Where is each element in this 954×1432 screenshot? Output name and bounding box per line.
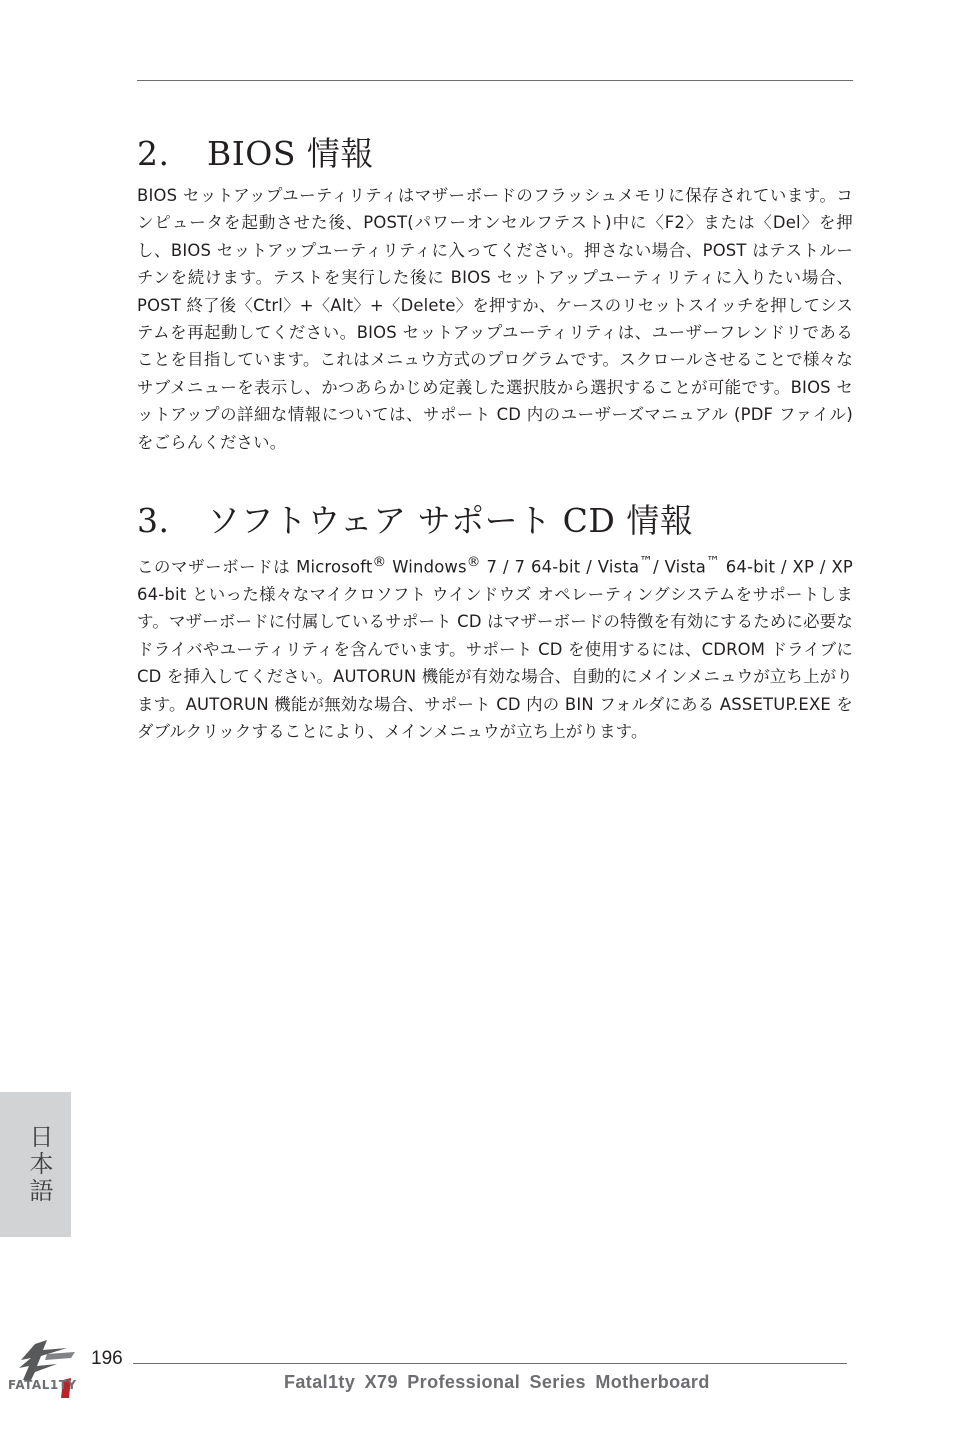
body-text-part: 64-bit / XP / XP 64-bit といった様々なマイクロソフト ウインドウズ オペレーティングシステムをサポートします。マザーボードに付属しているサポート CD はマザーボードの特徴を有効にするために必要なドライバやユーティリティを含んでいます。サポート CD を使用するには、CDROM ドライブに CD を挿入してください。AUTORUN 機能が有効な場合、自動的にメインメニュウが立ち上がります。AUTORUN 機能が無効な場合、サポート CD 内の BIN フォルダにある ASSETUP.EXE をダブルクリックすることにより、メインメニュウが立ち上がります。 <box>137 557 853 741</box>
footer-title: Fatal1ty X79 Professional Series Motherboard <box>284 1372 710 1392</box>
body-text-part: Windows <box>386 557 467 577</box>
section-title: ソフトウェア サポート CD 情報 <box>207 501 694 540</box>
section-number: 3. <box>137 501 170 540</box>
section-body: BIOS セットアップユーティリティはマザーボードのフラッシュメモリに保存されています。コンピュータを起動させた後、POST(パワーオンセルフテスト)中に〈F2〉または〈Del〉を押し、BIOS セットアップユーティリティに入ってください。押さない場合、POST はテストルーチンを続けます。テストを実行した後に BIOS セットアップユーティリティに入りたい場合、POST 終了後〈Ctrl〉+〈Alt〉+〈Delete〉を押すか、ケースのリセットスイッチを押してシステムを再起動してください。BIOS セットアップユーティリティは、ユーザーフレンドリであることを目指しています。これはメニュウ方式のプログラムです。スクロールさせることで様々なサブメニューを表示し、かつあらかじめ定義した選択肢から選択することが可能です。BIOS セットアップの詳細な情報については、サポート CD 内のユーザーズマニュアル (PDF ファイル) をごらんください。 <box>137 186 853 452</box>
trademark-mark: ™ <box>706 554 720 570</box>
section-heading <box>137 134 853 174</box>
section-title: BIOS 情報 <box>207 134 374 173</box>
logo-wordmark: FATAL1TY <box>8 1378 77 1392</box>
registered-mark: ® <box>466 554 481 570</box>
section-support-cd-info <box>137 501 853 745</box>
section-body <box>137 549 853 745</box>
registered-mark: ® <box>372 554 387 570</box>
language-side-tab <box>0 1092 71 1237</box>
page-number: 196 <box>91 1348 123 1369</box>
header-rule <box>137 80 853 81</box>
fatal1ty-logo-icon <box>7 1340 91 1402</box>
language-label: 日本語 <box>25 1124 53 1205</box>
section-bios-info <box>137 134 853 456</box>
section-heading <box>137 501 853 541</box>
section-number: 2. <box>137 134 170 173</box>
body-text-part: / Vista <box>653 557 707 577</box>
body-text-part: このマザーボードは Microsoft <box>137 557 373 577</box>
body-text-part: 7 / 7 64-bit / Vista <box>480 557 640 577</box>
trademark-mark: ™ <box>639 554 654 570</box>
footer-rule <box>133 1363 847 1364</box>
